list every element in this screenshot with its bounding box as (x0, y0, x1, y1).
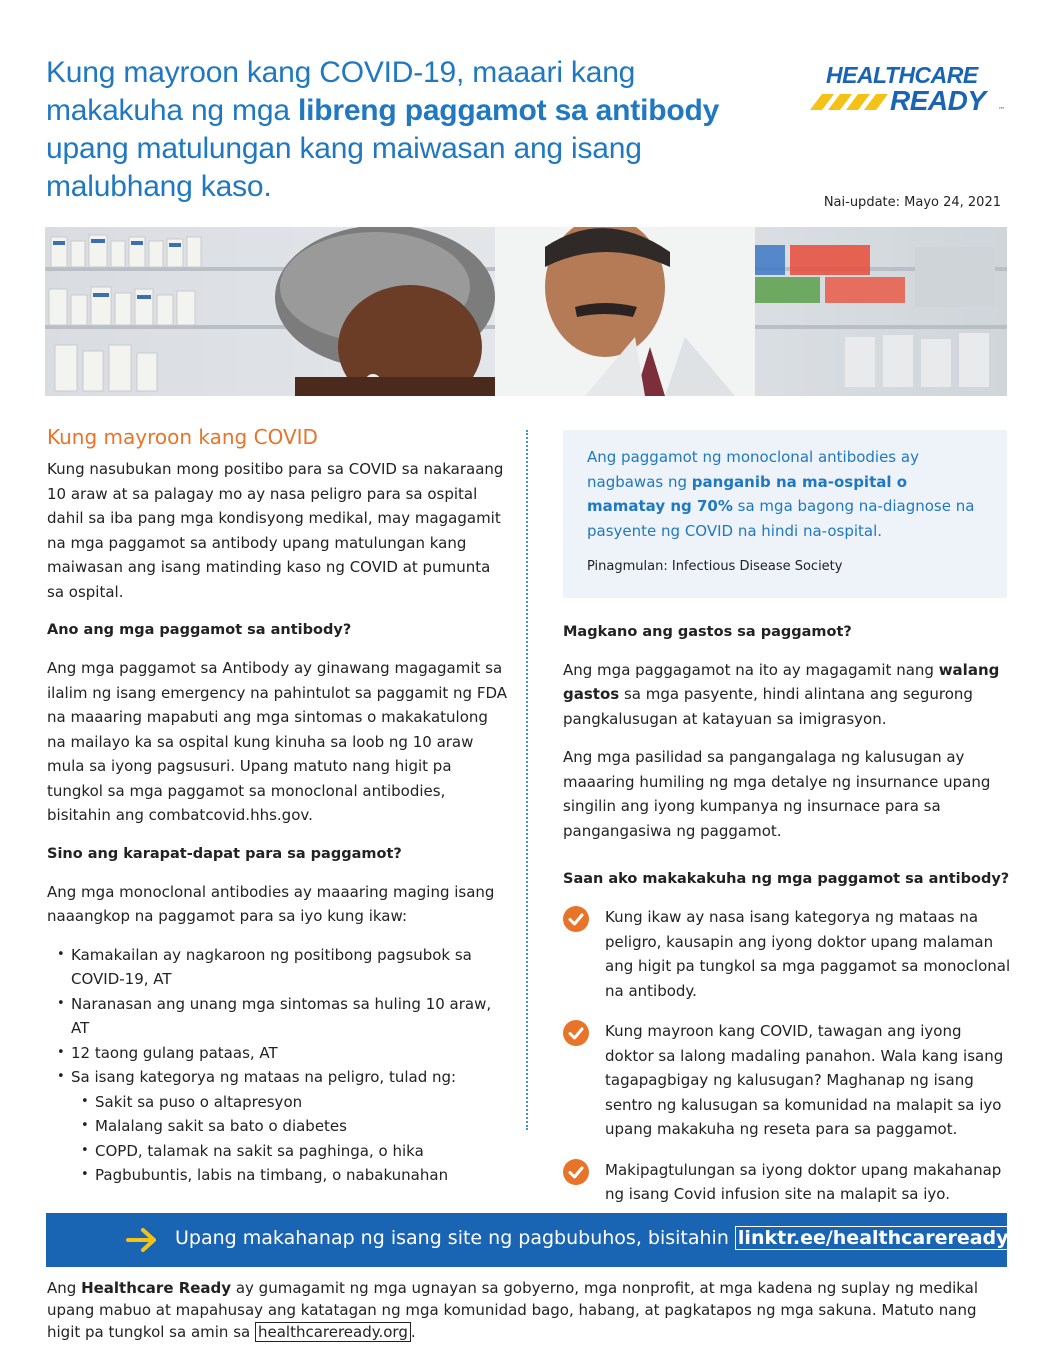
logo-trademark: ™ (998, 106, 1005, 114)
sub-list-item: • COPD, talamak na sakit sa paghinga, o hika (81, 1139, 507, 1164)
callout-pre: Ang paggamot ng monoclonal antibodies ay nagbawas ng (587, 448, 919, 491)
question-who-is-eligible: Sino ang karapat-dapat para sa paggamot? (47, 845, 402, 862)
right-column (563, 430, 1013, 1223)
stat-callout (563, 430, 1007, 598)
left-column (47, 425, 507, 1188)
list-item-text: Sa isang kategorya ng mataas na peligro, tulad ng: (71, 1068, 457, 1086)
headline-post: upang matulungan kang maiwasan ang isang malubhang kaso. (46, 132, 642, 203)
infusion-site-banner (46, 1213, 1018, 1267)
banner-text (175, 1227, 1018, 1249)
list-item: • 12 taong gulang pataas, AT (57, 1041, 507, 1066)
checkmark-icon (563, 906, 589, 932)
question-where: Saan ako makakakuha ng mga paggamot sa antibody? (563, 871, 1010, 887)
footer-body: ay gumagamit ng mga ugnayan sa gobyerno, mga nonprofit, at mga kadena ng suplay ng medikal upang mabuo at mapahusay ang katatagan ng mga komunidad bago, habang, at pagkatapos ng mga sakuna. Matuto nang higit pa tungkol sa amin sa (47, 1279, 979, 1341)
eligibility-list (47, 943, 507, 1188)
list-item: • Kamakailan ay nagkaroon ng positibong pagsubok sa COVID-19, AT (57, 943, 507, 992)
risk-category-list (71, 1090, 507, 1188)
updated-date: Nai-update: Mayo 24, 2021 (823, 195, 1001, 210)
headline-bold: libreng paggamot sa antibody (297, 94, 720, 127)
section-title-covid: Kung mayroon kang COVID (47, 425, 318, 449)
footer-pre: Ang (47, 1279, 82, 1297)
page-headline (46, 54, 766, 206)
healthcareready-link[interactable]: healthcareready.org (255, 1322, 411, 1342)
banner-label: Upang makahanap ng isang site ng pagbubuhos, bisitahin (175, 1227, 735, 1249)
intro-paragraph: Kung nasubukan mong positibo para sa COVID sa nakaraang 10 araw at sa palagay mo ay nasa peligro para sa ospital dahil sa iba pang mga kondisyong medikal, may magagamit na mga paggamot sa antibody upang matulungan kang maiwasan ang isang matinding kaso ng COVID at pumunta sa ospital. (47, 460, 504, 601)
headline-pre: Kung mayroon kang COVID-19, maaari kang makakuha ng mga (46, 56, 636, 127)
answer-cost (563, 658, 1013, 732)
footer-text (47, 1277, 1007, 1343)
checkmark-icon (563, 1159, 589, 1185)
check-text: Makipagtulungan sa iyong doktor upang makahanap ng isang Covid infusion site na malapit sa iyo. (605, 1160, 1002, 1203)
healthcare-ready-logo (808, 60, 1018, 120)
callout-post: sa mga bagong na-diagnose na pasyente ng COVID na hindi na-ospital. (587, 497, 975, 540)
logo-line2: READY (890, 85, 986, 116)
question-cost: Magkano ang gastos sa paggamot? (563, 623, 852, 640)
footer-end: . (410, 1323, 416, 1341)
sub-list-item: • Pagbubuntis, labis na timbang, o nabakunahan (81, 1163, 507, 1188)
pharmacy-photo (45, 227, 1007, 396)
list-item (57, 1065, 507, 1188)
arrow-right-icon (126, 1226, 158, 1254)
checkmark-icon (563, 1020, 589, 1046)
answer-cost-pre: Ang mga paggagamot na ito ay magagamit nang (563, 660, 939, 679)
check-list-item (563, 1158, 1013, 1207)
answer-insurance: Ang mga pasilidad sa pangangalaga ng kalusugan ay maaaring humiling ng mga detalye ng insurnance upang singilin ang iyong kumpanya ng insurnace para sa pangangasiwa ng paggamot. (563, 748, 991, 840)
banner-end: . (1011, 1227, 1018, 1249)
logo-line1: HEALTHCARE (826, 62, 978, 88)
callout-source: Pinagmulan: Infectious Disease Society (587, 559, 843, 574)
callout-bold: panganib na ma-ospital o mamatay ng 70% (587, 472, 908, 515)
check-list-item (563, 905, 1013, 1003)
answer-cost-post: sa mga pasyente, hindi alintana ang segurong pangkalusugan at katayuan sa imigrasyon. (563, 685, 973, 728)
footer-org-name: Healthcare Ready (81, 1279, 232, 1297)
sub-list-item: • Sakit sa puso o altapresyon (81, 1090, 507, 1115)
check-list-item (563, 1019, 1013, 1142)
callout-text (587, 445, 983, 543)
check-text: Kung mayroon kang COVID, tawagan ang iyong doktor sa lalong madaling panahon. Wala kang isang tagapagbigay ng kalusugan? Maghanap ng isang sentro ng kalusugan sa komunidad na malapit sa iyo upang makakuha ng reseta para sa paggamot. (605, 1022, 1004, 1138)
check-text: Kung ikaw ay nasa isang kategorya ng mataas na peligro, kausapin ang iyong doktor upang malaman ang higit pa tungkol sa mga paggamot sa monoclonal na antibody. (605, 908, 1011, 1000)
answer-who-is-eligible: Ang mga monoclonal antibodies ay maaaring maging isang naaangkop na paggamot para sa iyo kung ikaw: (47, 882, 495, 925)
linktree-link[interactable]: linktr.ee/healthcareready (735, 1226, 1012, 1250)
answer-cost-bold: walang gastos (563, 660, 1000, 703)
answer-what-are-treatments: Ang mga paggamot sa Antibody ay ginawang magagamit sa ilalim ng isang emergency na pahintulot sa paggamit ng FDA na maaaring mapabuti ang mga sintomas o makakatulong na mailayo ka sa ospital kung kinuha sa loob ng 10 araw mula sa iyong pagsusuri. Upang matuto nang higit pa tungkol sa mga paggamot sa monoclonal antibodies, bisitahin ang combatcovid.hhs.gov. (47, 659, 507, 824)
question-what-are-treatments: Ano ang mga paggamot sa antibody? (47, 622, 352, 638)
column-divider (526, 430, 528, 1130)
sub-list-item: • Malalang sakit sa bato o diabetes (81, 1114, 507, 1139)
list-item: • Naranasan ang unang mga sintomas sa huling 10 araw, AT (57, 992, 507, 1041)
